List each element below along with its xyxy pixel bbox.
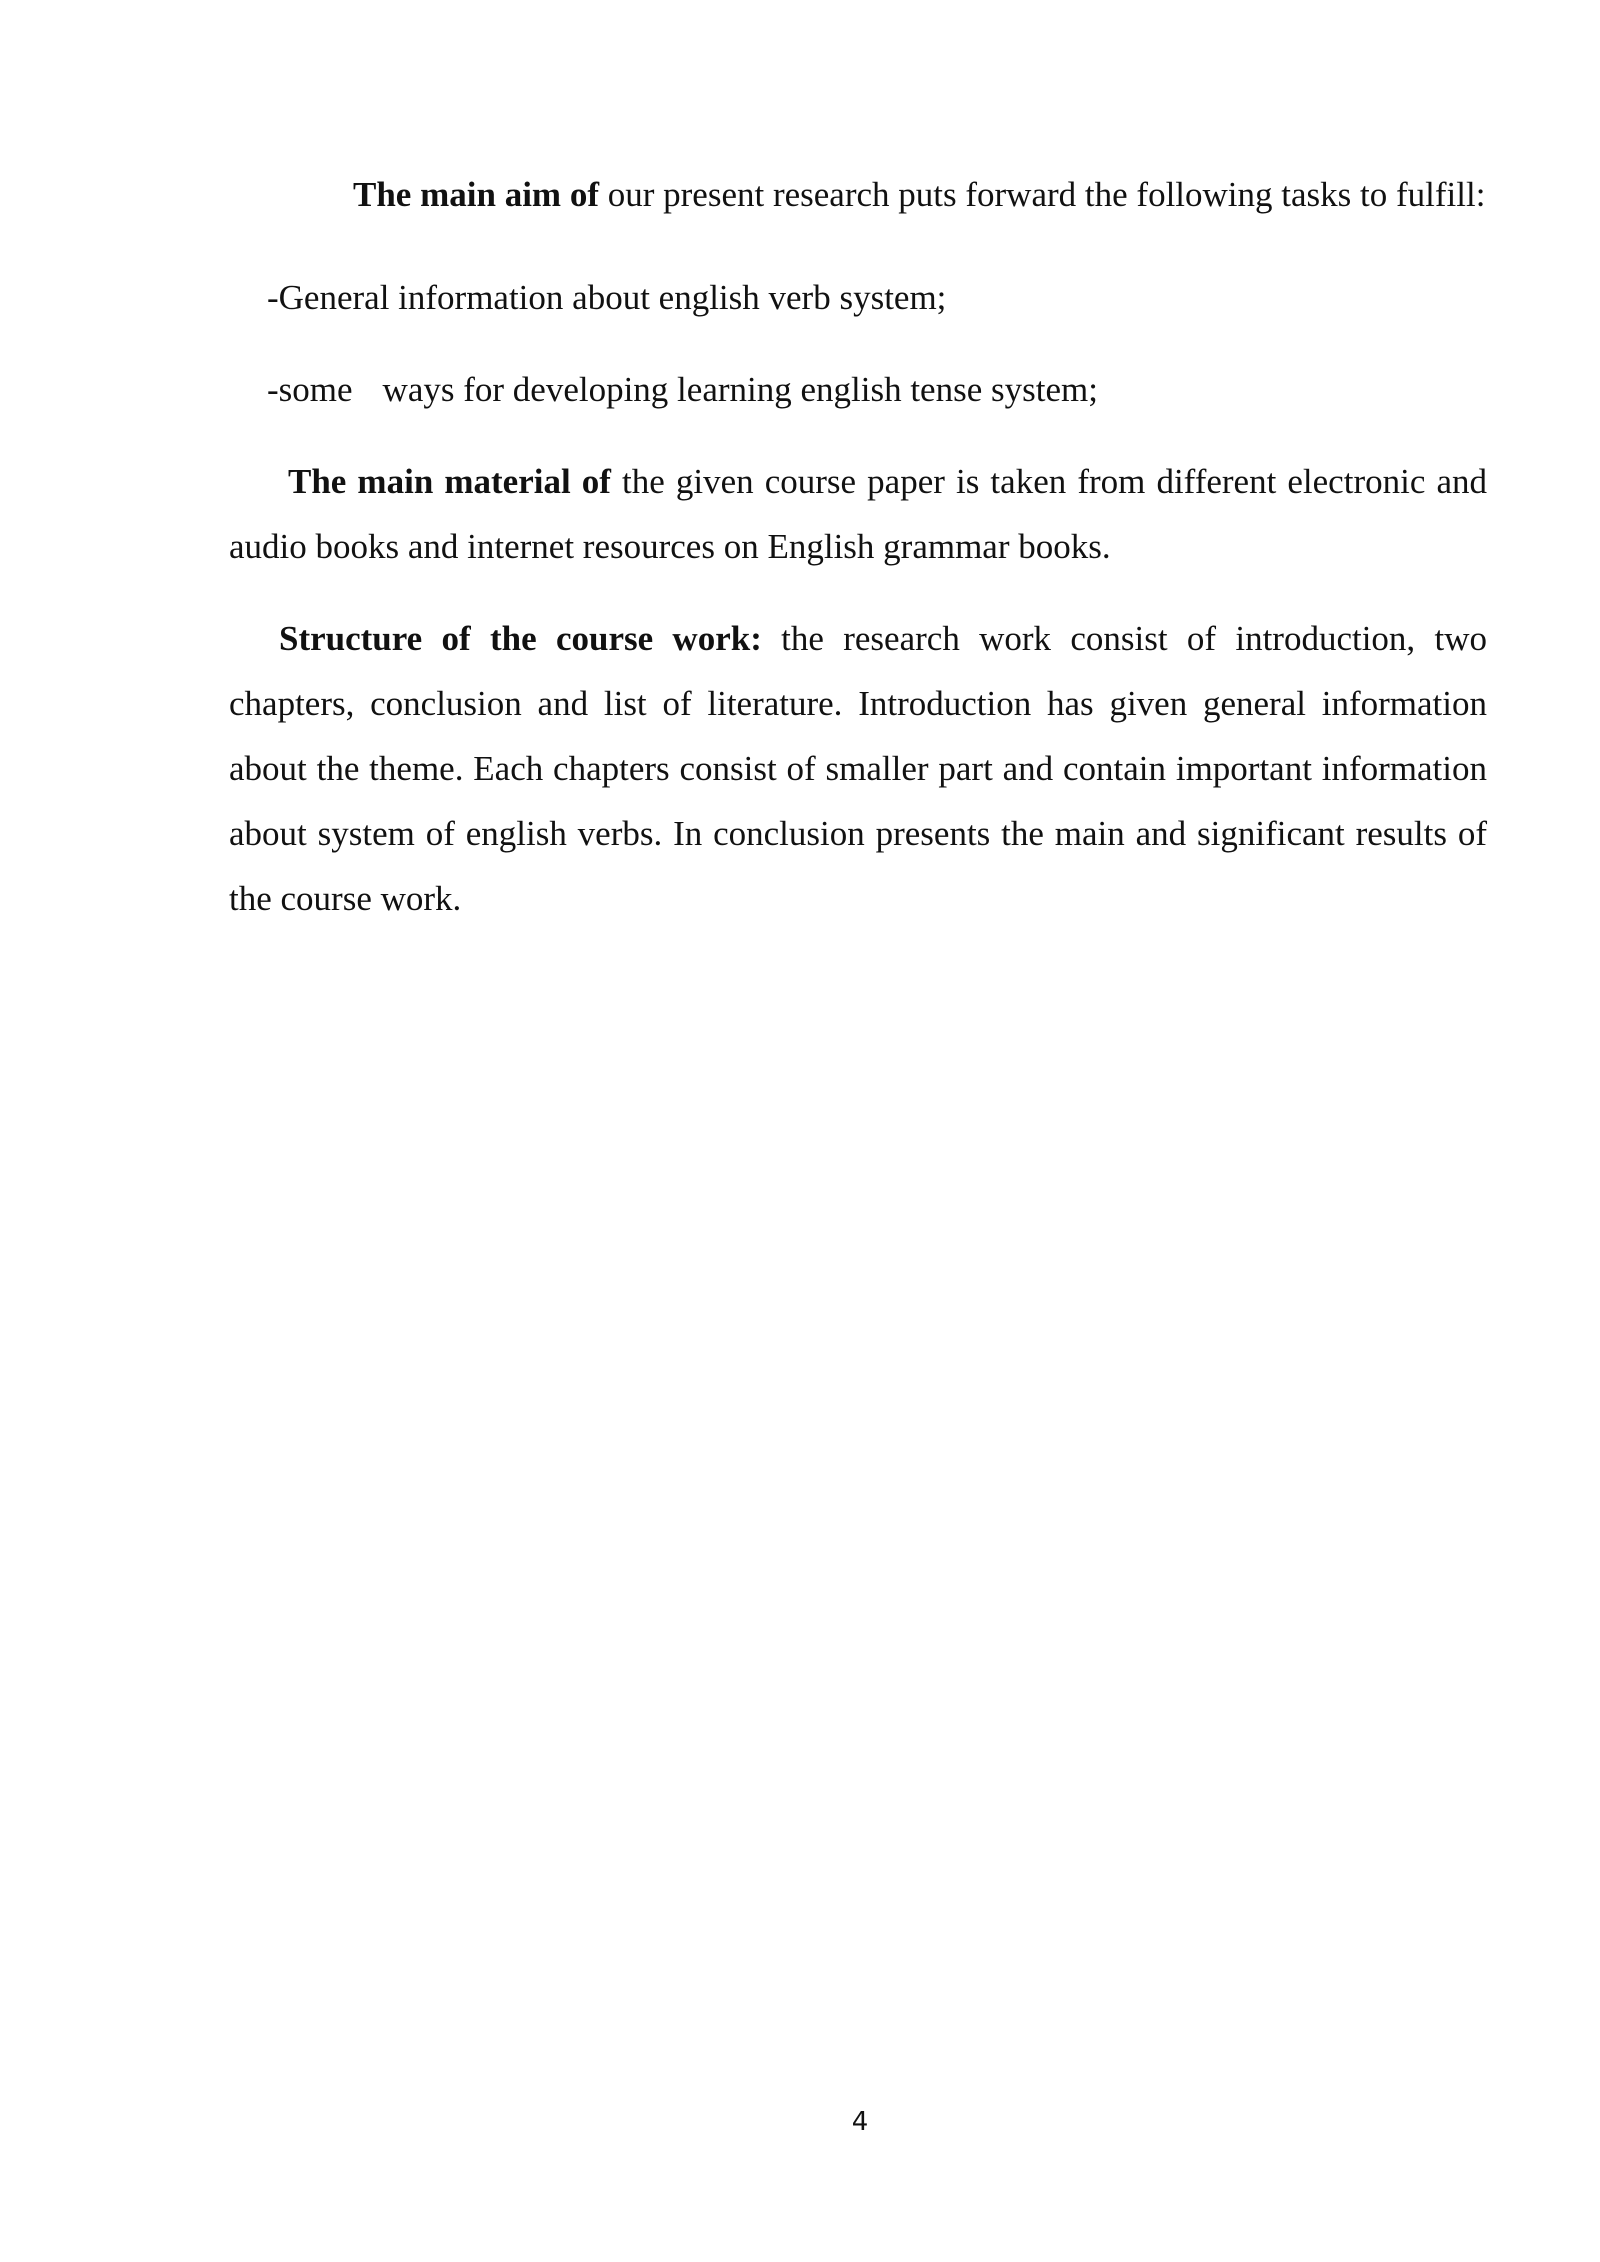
main-material-text: the given course paper is taken from different electronic and audio books and internet resources on English grammar books. [229,462,1487,566]
main-aim-heading: The main aim of [353,175,599,214]
task-item-2-text: ways for developing learning english tense system; [382,370,1098,409]
task-item-2 [229,357,1487,422]
task-item-1 [229,265,1487,330]
task-item-2-prefix: -some [267,370,353,409]
paragraph-main-material [229,449,1487,579]
structure-heading: Structure of the course work: [279,619,762,658]
task-item-1-text: -General information about english verb system; [267,278,947,317]
main-material-heading: The main material of [288,462,611,501]
page-number: 4 [851,2107,869,2137]
main-aim-text: our present research puts forward the following tasks to fulfill: [598,175,1486,214]
page-body [229,162,1487,931]
paragraph-main-aim [229,162,1487,227]
structure-text: the research work consist of introduction, two chapters, conclusion and list of literature. Introduction has given general information about the theme. Each chapters consist of smaller part and contain important information about system of english verbs. In conclusion presents the main and significant results of the course work. [229,619,1487,918]
paragraph-structure [229,606,1487,931]
